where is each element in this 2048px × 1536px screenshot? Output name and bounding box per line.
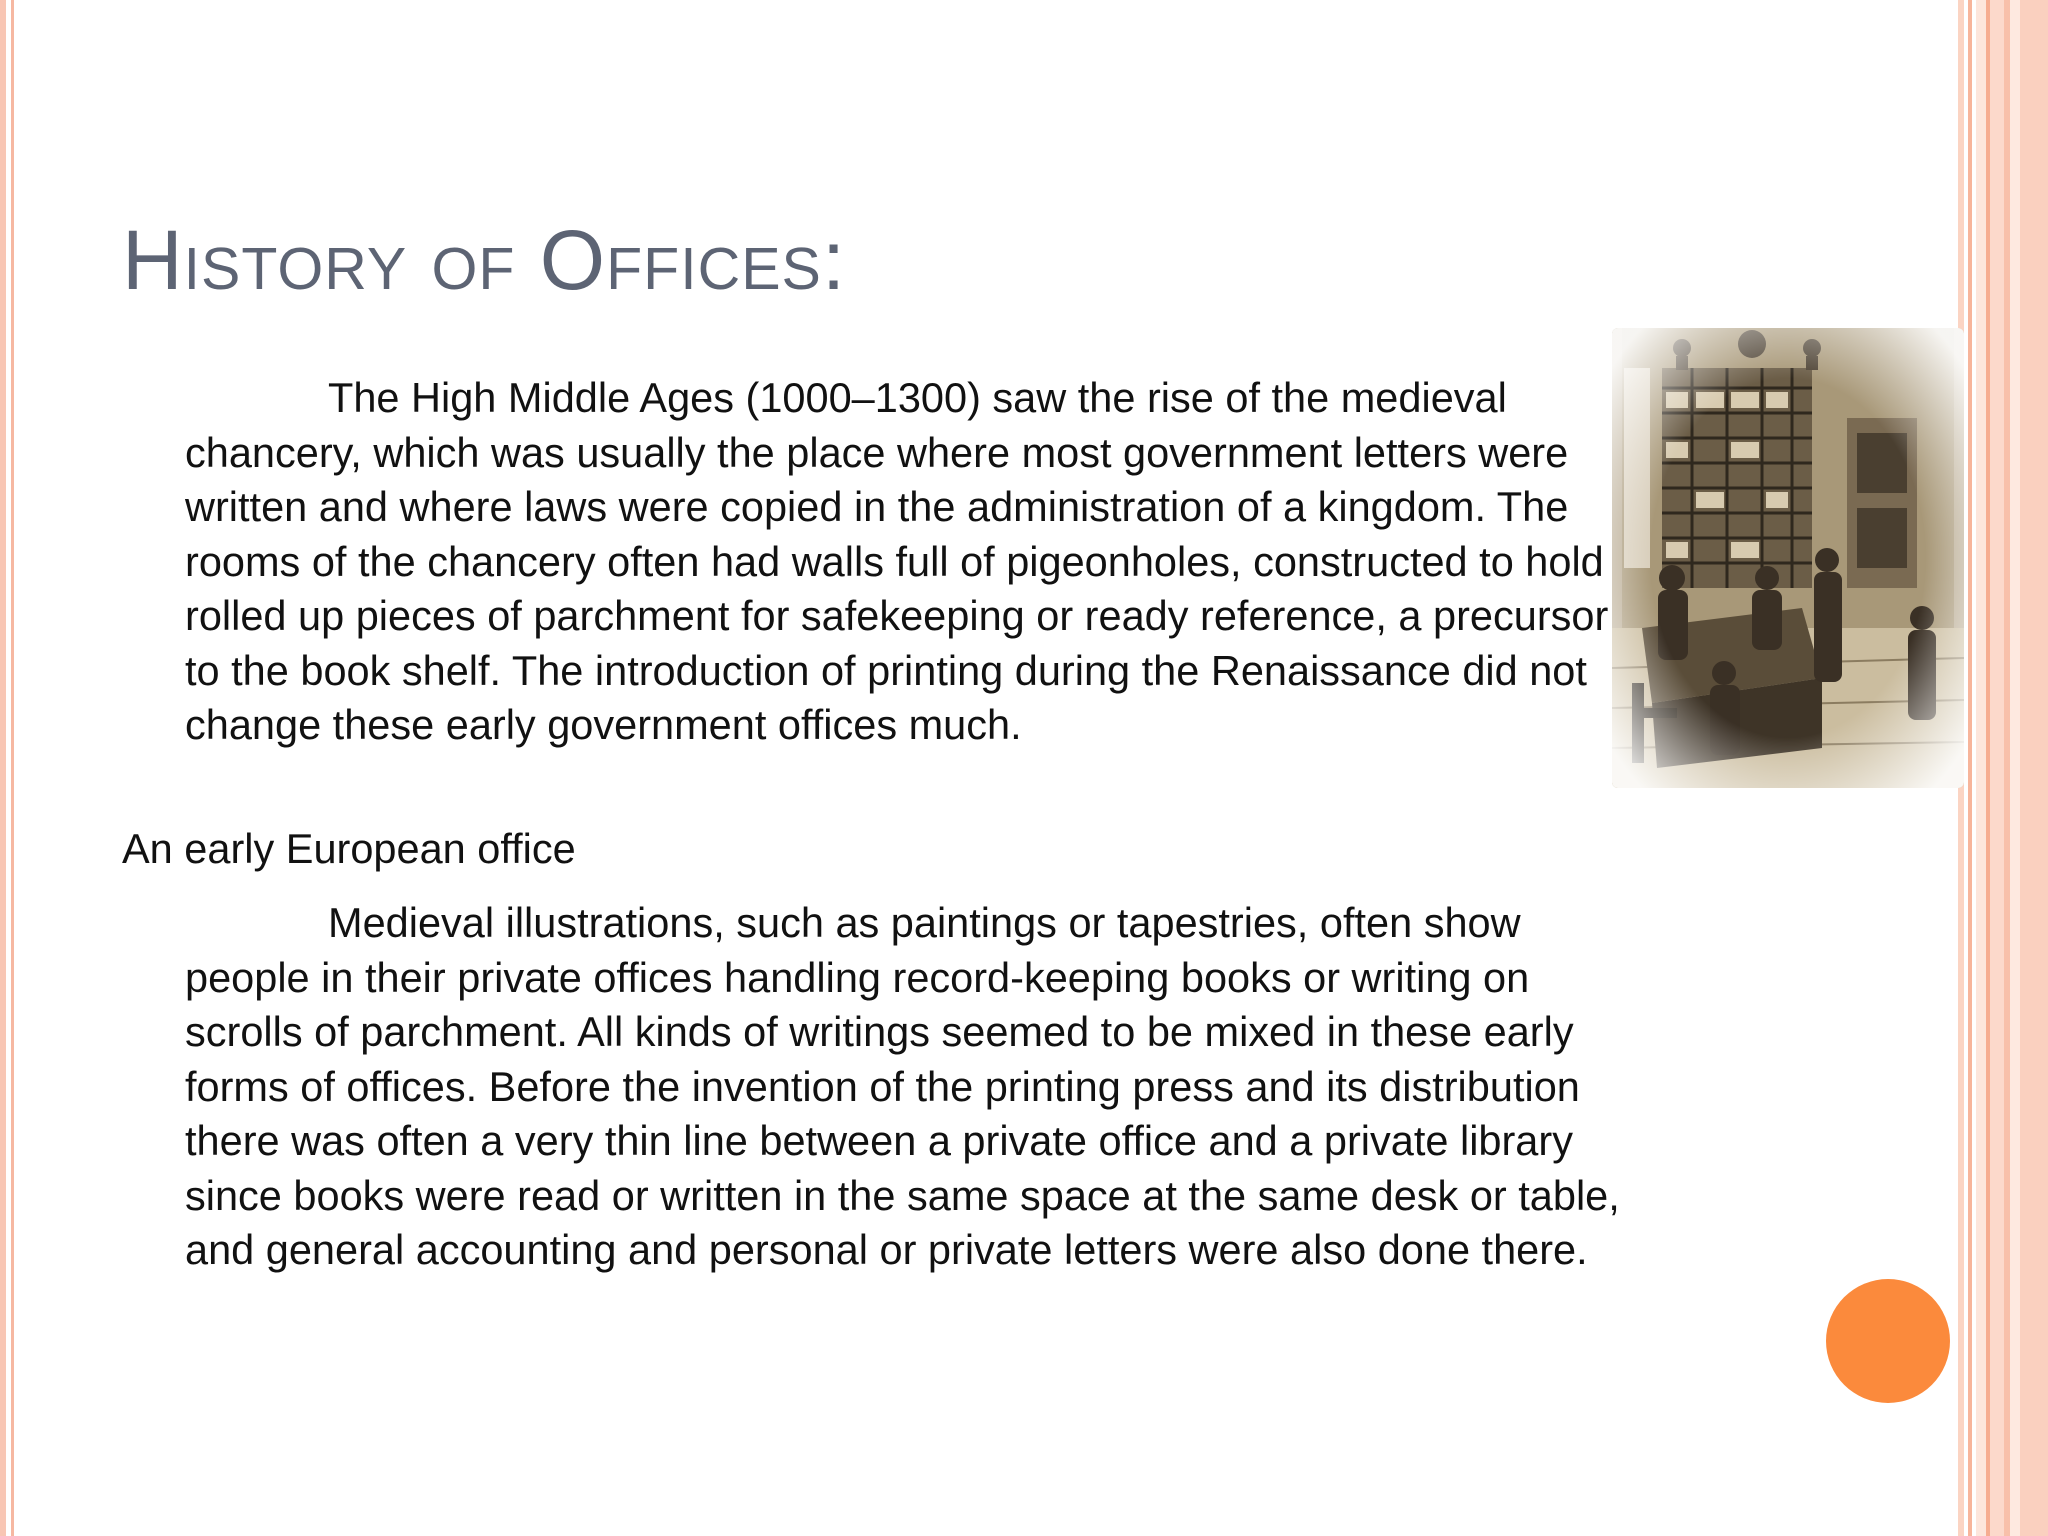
body-paragraph-medieval-illustrations [185,896,1625,1278]
right-border-stripe [2020,0,2048,1536]
right-border-stripe [1990,0,2004,1536]
right-border-stripe [1968,0,1972,1536]
decorative-orange-circle [1826,1279,1950,1403]
left-border-stripe-thin [11,0,14,1536]
image-caption: An early European office [122,825,576,872]
paragraph-text: Medieval illustrations, such as paintings or tapestries, often show people in their private offices handling record-keeping books or writing on scrolls of parchment. All kinds of writings seemed to be mixed in these early forms of offices. Before the invention of the printing press and its distribution there was often a very thin line between a private office and a private library since books were read or written in the same space at the same desk or table, and general accounting and personal or private letters were also done there. [185,899,1620,1273]
left-border-stripe [0,0,6,1536]
body-paragraph-chancery [185,371,1625,753]
early-european-office-engraving [1612,328,1964,788]
right-border-stripe [2010,0,2020,1536]
slide-title: History of Offices: [122,213,847,307]
paragraph-text: The High Middle Ages (1000–1300) saw the rise of the medieval chancery, which was usually the place where most government letters were written and where laws were copied in the administration of a kingdom. The rooms of the chancery often had walls full of pigeonholes, constructed to hold rolled up pieces of parchment for safekeeping or ready reference, a precursor to the book shelf. The introduction of printing during the Renaissance did not change these early government offices much. [185,374,1609,748]
right-border-stripe [1976,0,1986,1536]
